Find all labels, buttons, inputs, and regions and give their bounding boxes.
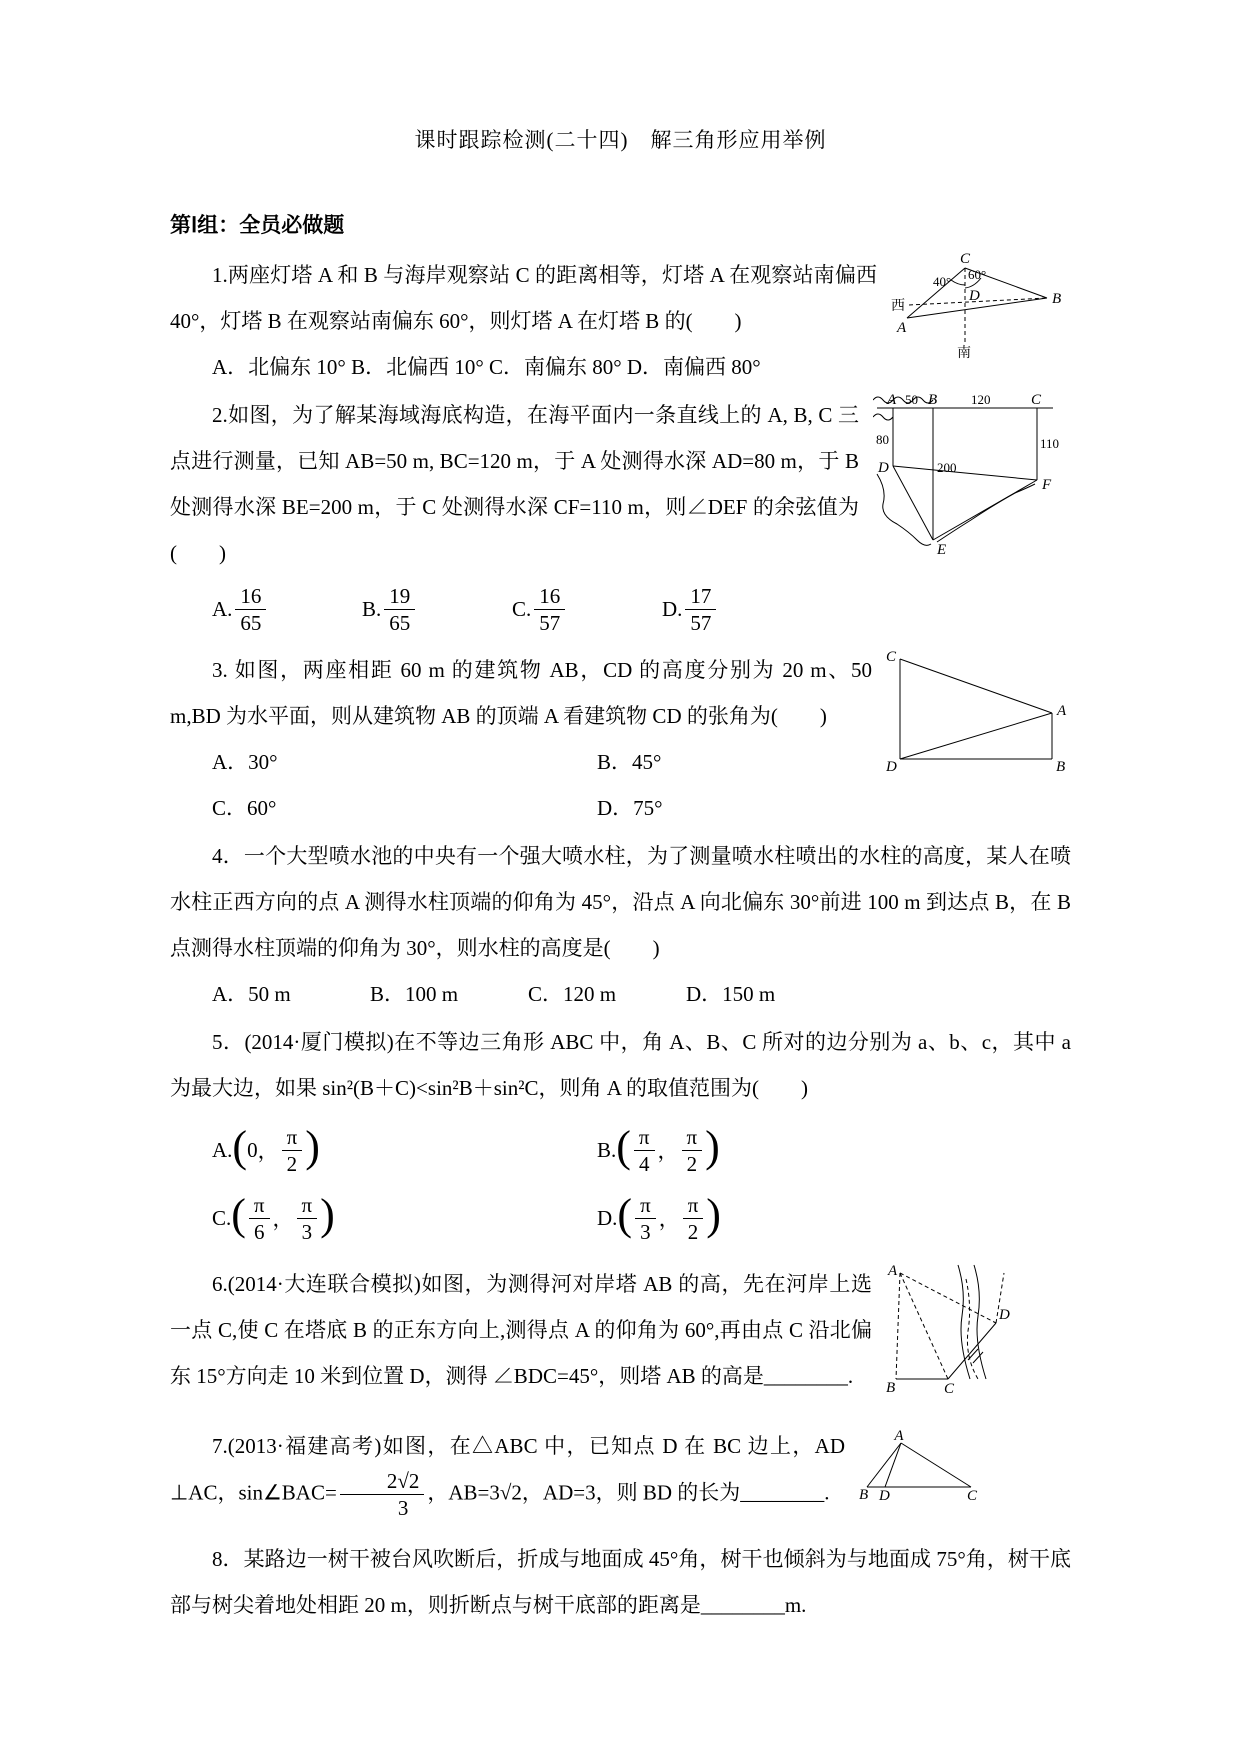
label-west: 西 xyxy=(891,299,905,314)
label-D: D xyxy=(969,288,980,304)
question-1 xyxy=(170,252,1071,390)
fraction-numerator: π xyxy=(683,1193,704,1219)
question-6 xyxy=(170,1261,1071,1399)
label-E: E xyxy=(937,542,947,558)
question-3 xyxy=(170,647,1071,831)
q3-option-a: A．30° xyxy=(212,750,278,774)
separator: ， xyxy=(257,1139,279,1163)
fraction-denominator: 3 xyxy=(640,1219,651,1244)
q4-option-b: B．100 m xyxy=(370,982,459,1006)
fraction-denominator: 65 xyxy=(240,611,262,635)
q6-text: 6.(2014·大连联合模拟)如图，为测得河对岸塔 AB 的高，先在河岸上选一点 C,使 C 在塔底 B 的正东方向上,测得点 A 的仰角为 60°,再由点 C 沿北偏东 15°方向走 10 米到位置 D，测得 ∠BDC=45°，则塔 AB 的高是________. xyxy=(170,1272,872,1388)
fraction xyxy=(384,584,415,635)
question-8 xyxy=(170,1536,1071,1628)
separator: ， xyxy=(657,1139,679,1163)
label-C: C xyxy=(944,1381,955,1395)
q1-figure xyxy=(891,252,1071,360)
option-label: A. xyxy=(212,1137,233,1162)
q4-text: 4．一个大型喷水池的中央有一个强大喷水柱，为了测量喷水柱喷出的水柱的高度，某人在喷水柱正西方向的点 A 测得水柱顶端的仰角为 45°，沿点 A 向北偏东 30°前进 100 m 到达点 B，在 B 点测得水柱顶端的仰角为 30°，则水柱的高度是( ) xyxy=(170,844,1071,960)
close-paren: ) xyxy=(706,1190,721,1239)
q2-text: 2.如图，为了解某海域海底构造，在海平面内一条直线上的 A, B, C 三点进行测量，已知 AB=50 m, BC=120 m，于 A 处测得水深 AD=80 m，于 B 处测得水深 BE=200 m，于 C 处测得水深 CF=110 m，则∠DEF 的余弦值为( ) xyxy=(170,403,859,565)
q7-text-post: ，AB=3√2，AD=3，则 BD 的长为________. xyxy=(427,1480,830,1505)
q2-diagram xyxy=(873,392,1061,568)
q7-text-pre: 7.(2013·福建高考)如图，在△ABC 中，已知点 D 在 BC 边上，AD ⊥AC，sin∠BAC= xyxy=(170,1434,845,1505)
q2-figure xyxy=(873,392,1061,568)
fraction-numerator: π xyxy=(635,1193,656,1219)
label-A: A xyxy=(897,320,907,336)
fraction-denominator: 65 xyxy=(389,611,411,635)
q2-option-a xyxy=(212,584,362,635)
label-D: D xyxy=(879,1488,890,1501)
q1-options: A．北偏东 10° B．北偏西 10° C．南偏东 80° D．南偏西 80° xyxy=(212,355,761,379)
q3-option-d: D．75° xyxy=(597,796,663,820)
open-paren: ( xyxy=(231,1190,246,1239)
fraction xyxy=(534,584,565,635)
option-label: D. xyxy=(597,1205,618,1230)
page-title: 课时跟踪检测(二十四) 解三角形应用举例 xyxy=(414,128,827,152)
q5-text: 5．(2014·厦门模拟)在不等边三角形 ABC 中，角 A、B、C 所对的边分别为 a、b、c，其中 a 为最大边，如果 sin²(B＋C)<sin²B＋sin²C，则角 A 的取值范围为( ) xyxy=(170,1030,1071,1100)
fraction-denominator: 6 xyxy=(253,1219,265,1244)
fraction-numerator: 16 xyxy=(235,584,266,610)
label-C: C xyxy=(1031,392,1042,408)
fraction-numerator: 2√2 xyxy=(340,1469,425,1495)
option-label: D. xyxy=(662,597,683,621)
q3-diagram xyxy=(886,647,1071,773)
label-F: F xyxy=(1042,477,1052,493)
label-120: 120 xyxy=(971,392,991,407)
label-B: B xyxy=(928,392,938,408)
fraction-denominator: 2 xyxy=(286,1151,298,1176)
fraction-denominator: 2 xyxy=(686,1151,698,1176)
close-paren: ) xyxy=(320,1190,335,1239)
open-paren: ( xyxy=(232,1122,248,1171)
label-80: 80 xyxy=(876,432,889,447)
q4-options xyxy=(170,971,1071,1017)
q4-option-d: D．150 m xyxy=(686,982,776,1006)
q6-figure xyxy=(886,1261,1011,1395)
q8-text: 8．某路边一树干被台风吹断后，折成与地面成 45°角，树干也倾斜为与地面成 75°角，树干底部与树尖着地处相距 20 m，则折断点与树干底部的距离是________m. xyxy=(170,1547,1071,1617)
q7-diagram xyxy=(859,1429,981,1501)
fraction-numerator: π xyxy=(249,1193,270,1219)
label-B: B xyxy=(859,1487,869,1501)
fraction-denominator: 2 xyxy=(687,1219,699,1244)
label-south: 南 xyxy=(957,346,971,360)
fraction xyxy=(685,584,716,635)
q3-options xyxy=(170,739,872,831)
q2-option-d xyxy=(662,584,812,635)
question-4 xyxy=(170,833,1071,1017)
section-heading: 第Ⅰ组：全员必做题 xyxy=(170,213,345,237)
q7-figure xyxy=(859,1429,981,1501)
q1-text: 1.两座灯塔 A 和 B 与海岸观察站 C 的距离相等，灯塔 A 在观察站南偏西 40°，灯塔 B 在观察站南偏东 60°，则灯塔 A 在灯塔 B 的( ) xyxy=(170,263,877,333)
fraction xyxy=(249,1193,270,1244)
q5-options xyxy=(170,1119,1071,1249)
label-A: A xyxy=(888,1263,898,1279)
q3-option-b: B．45° xyxy=(597,750,662,774)
fraction xyxy=(282,1125,303,1176)
fraction-numerator: π xyxy=(634,1125,655,1151)
fraction-denominator: 57 xyxy=(539,611,561,635)
question-2 xyxy=(170,392,1071,645)
label-B: B xyxy=(886,1380,896,1395)
open-paren: ( xyxy=(616,1122,631,1171)
label-D: D xyxy=(886,759,897,773)
q5-option-c xyxy=(212,1187,597,1249)
q2-option-c xyxy=(512,584,662,635)
label-D: D xyxy=(878,460,889,476)
option-label: C. xyxy=(212,1205,232,1230)
label-A: A xyxy=(894,1429,904,1444)
label-50: 50 xyxy=(905,392,918,407)
q6-diagram xyxy=(886,1261,1011,1395)
label-C: C xyxy=(886,649,897,665)
q5-option-a xyxy=(212,1119,597,1181)
label-A: A xyxy=(1057,703,1067,719)
fraction xyxy=(683,1193,704,1244)
q3-option-c: C．60° xyxy=(212,796,277,820)
fraction xyxy=(235,584,266,635)
fraction xyxy=(635,1193,656,1244)
fraction xyxy=(634,1125,655,1176)
fraction-denominator: 57 xyxy=(690,611,712,635)
label-angle-40: 40° xyxy=(933,274,952,289)
fraction-denominator: 4 xyxy=(638,1151,650,1176)
label-C: C xyxy=(967,1488,978,1501)
fraction-numerator: π xyxy=(297,1193,318,1219)
label-110: 110 xyxy=(1040,436,1060,451)
q4-option-a: A．50 m xyxy=(212,982,291,1006)
fraction xyxy=(297,1193,318,1244)
question-7 xyxy=(170,1423,1071,1520)
fraction-denominator: 3 xyxy=(301,1219,313,1244)
q1-diagram xyxy=(891,252,1071,360)
option-label: B. xyxy=(362,597,382,621)
label-A: A xyxy=(887,392,897,408)
q3-text: 3. 如图，两座相距 60 m 的建筑物 AB，CD 的高度分别为 20 m、50 m,BD 为水平面，则从建筑物 AB 的顶端 A 看建筑物 CD 的张角为( ) xyxy=(170,658,872,728)
fraction-denominator: 3 xyxy=(397,1496,409,1520)
fraction-numerator: π xyxy=(282,1125,303,1151)
label-angle-60: 60° xyxy=(968,267,987,282)
separator: ， xyxy=(272,1207,294,1231)
label-200: 200 xyxy=(937,460,957,475)
option-label: A. xyxy=(212,597,233,621)
fraction-numerator: 19 xyxy=(384,584,415,610)
separator: ， xyxy=(658,1207,680,1231)
q2-options xyxy=(170,584,1071,635)
q5-option-b xyxy=(597,1119,1071,1181)
fraction xyxy=(682,1125,703,1176)
label-C: C xyxy=(959,252,971,267)
q3-figure xyxy=(886,647,1071,773)
close-paren: ) xyxy=(305,1122,320,1171)
fraction-numerator: 17 xyxy=(685,584,716,610)
interval-left: 0 xyxy=(247,1137,258,1162)
fraction-numerator: π xyxy=(682,1125,703,1151)
label-B: B xyxy=(1056,759,1066,773)
label-B: B xyxy=(1052,291,1062,307)
q5-option-d xyxy=(597,1187,1071,1249)
close-paren: ) xyxy=(705,1122,720,1171)
label-D: D xyxy=(999,1307,1010,1323)
option-label: B. xyxy=(597,1137,617,1162)
option-label: C. xyxy=(512,597,532,621)
open-paren: ( xyxy=(617,1190,633,1239)
fraction xyxy=(340,1469,425,1520)
question-5 xyxy=(170,1019,1071,1259)
q2-option-b xyxy=(362,584,512,635)
q4-option-c: C．120 m xyxy=(528,982,617,1006)
fraction-numerator: 16 xyxy=(534,584,565,610)
